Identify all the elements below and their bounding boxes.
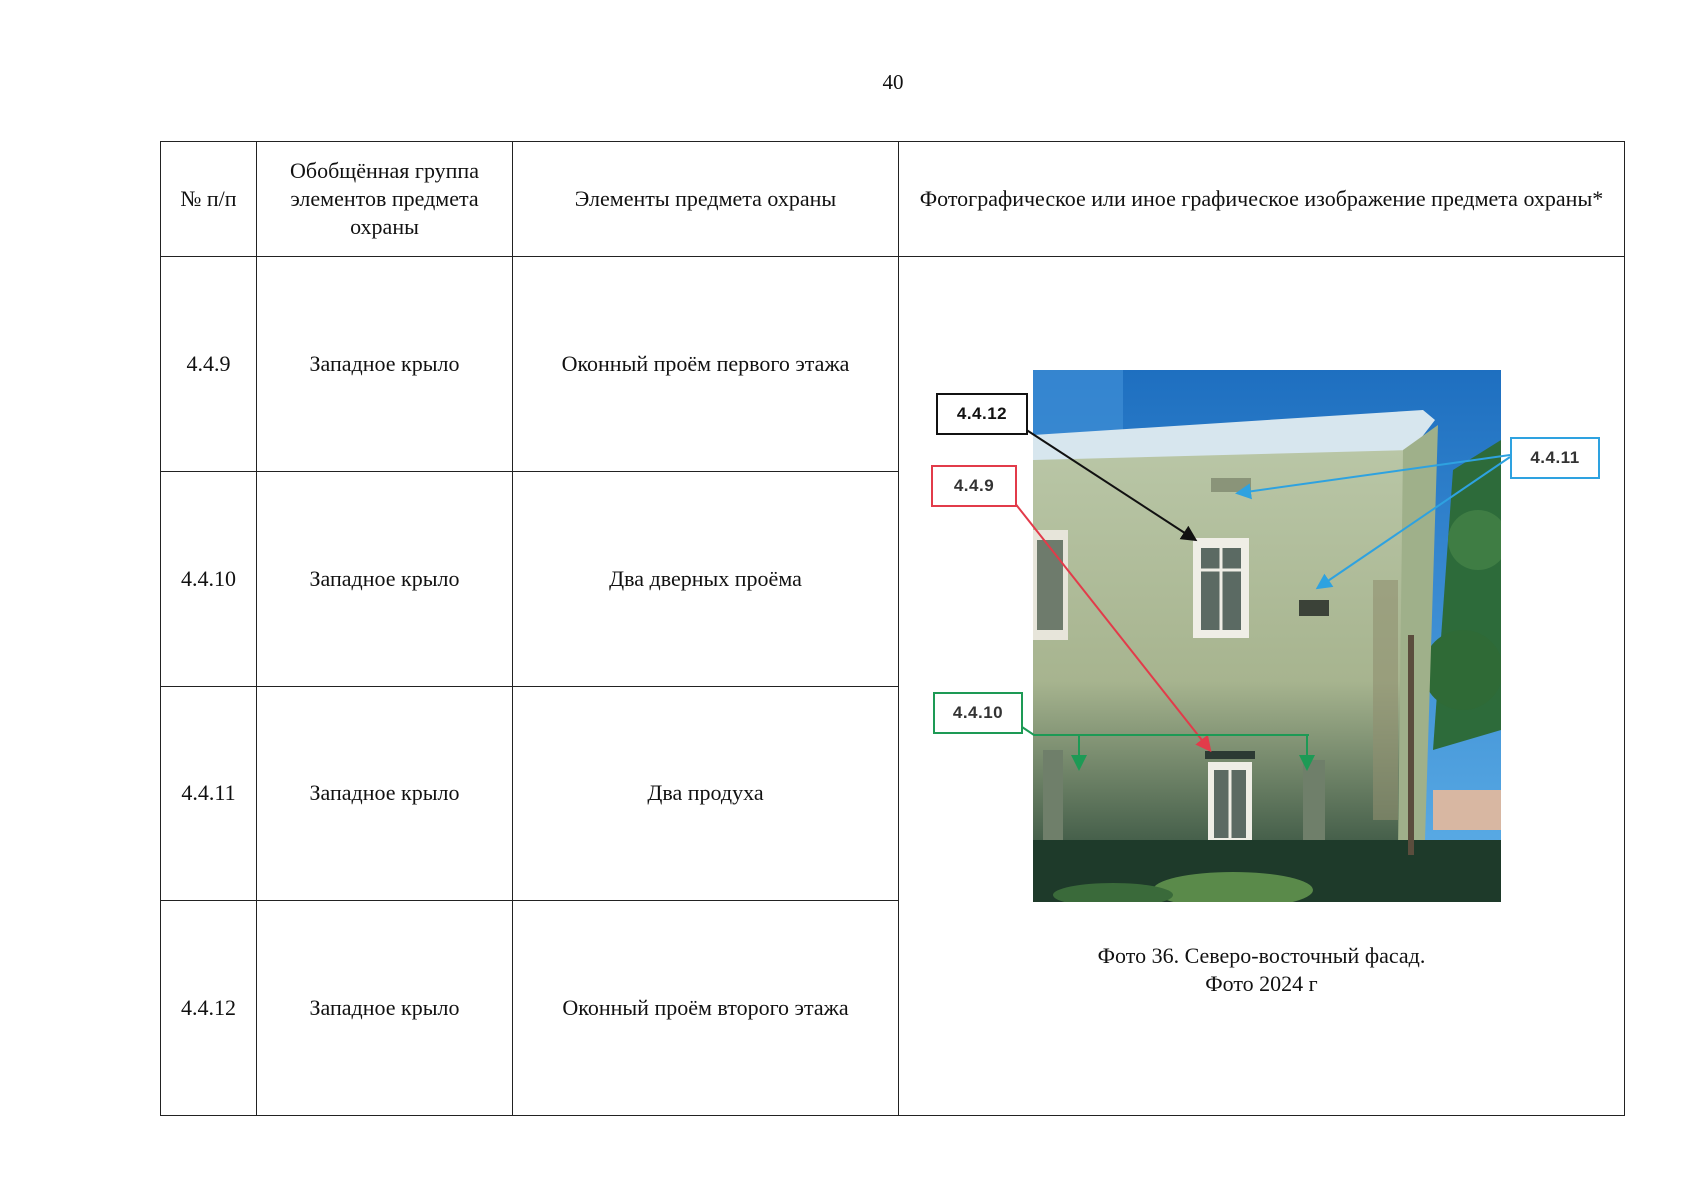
row-num: 4.4.11 bbox=[161, 686, 257, 901]
header-image: Фотографическое или иное графическое изображение предмета охраны* bbox=[899, 142, 1625, 257]
row-element: Оконный проём первого этажа bbox=[513, 257, 899, 472]
table-row bbox=[161, 257, 1625, 472]
header-elements: Элементы предмета охраны bbox=[513, 142, 899, 257]
row-num: 4.4.12 bbox=[161, 901, 257, 1116]
row-num: 4.4.9 bbox=[161, 257, 257, 472]
callout-4-4-12: 4.4.12 bbox=[936, 393, 1028, 435]
arrow-4-4-10-bar bbox=[1019, 725, 1309, 735]
row-element: Два продуха bbox=[513, 686, 899, 901]
header-group: Обобщённая группа элементов предмета охраны bbox=[257, 142, 513, 257]
photo-cell bbox=[899, 257, 1625, 1116]
row-num: 4.4.10 bbox=[161, 472, 257, 687]
callout-4-4-11: 4.4.11 bbox=[1510, 437, 1600, 479]
row-group: Западное крыло bbox=[257, 257, 513, 472]
row-group: Западное крыло bbox=[257, 686, 513, 901]
protection-elements-table bbox=[160, 141, 1625, 1116]
header-num: № п/п bbox=[161, 142, 257, 257]
row-element: Оконный проём второго этажа bbox=[513, 901, 899, 1116]
arrow-4-4-12 bbox=[1025, 429, 1194, 539]
row-group: Западное крыло bbox=[257, 472, 513, 687]
arrow-4-4-9 bbox=[1014, 502, 1209, 749]
photo-caption bbox=[899, 942, 1624, 998]
row-group: Западное крыло bbox=[257, 901, 513, 1116]
callout-4-4-10: 4.4.10 bbox=[933, 692, 1023, 734]
caption-line-2: Фото 2024 г bbox=[1205, 971, 1318, 997]
arrow-4-4-11-upper bbox=[1239, 455, 1510, 493]
caption-line-1: Фото 36. Северо-восточный фасад. bbox=[1097, 943, 1426, 969]
row-element: Два дверных проёма bbox=[513, 472, 899, 687]
arrow-4-4-11-lower bbox=[1319, 457, 1510, 587]
callout-4-4-9: 4.4.9 bbox=[931, 465, 1017, 507]
figure bbox=[899, 257, 1624, 1115]
table-header-row bbox=[161, 142, 1625, 257]
page-number: 40 bbox=[882, 70, 904, 94]
